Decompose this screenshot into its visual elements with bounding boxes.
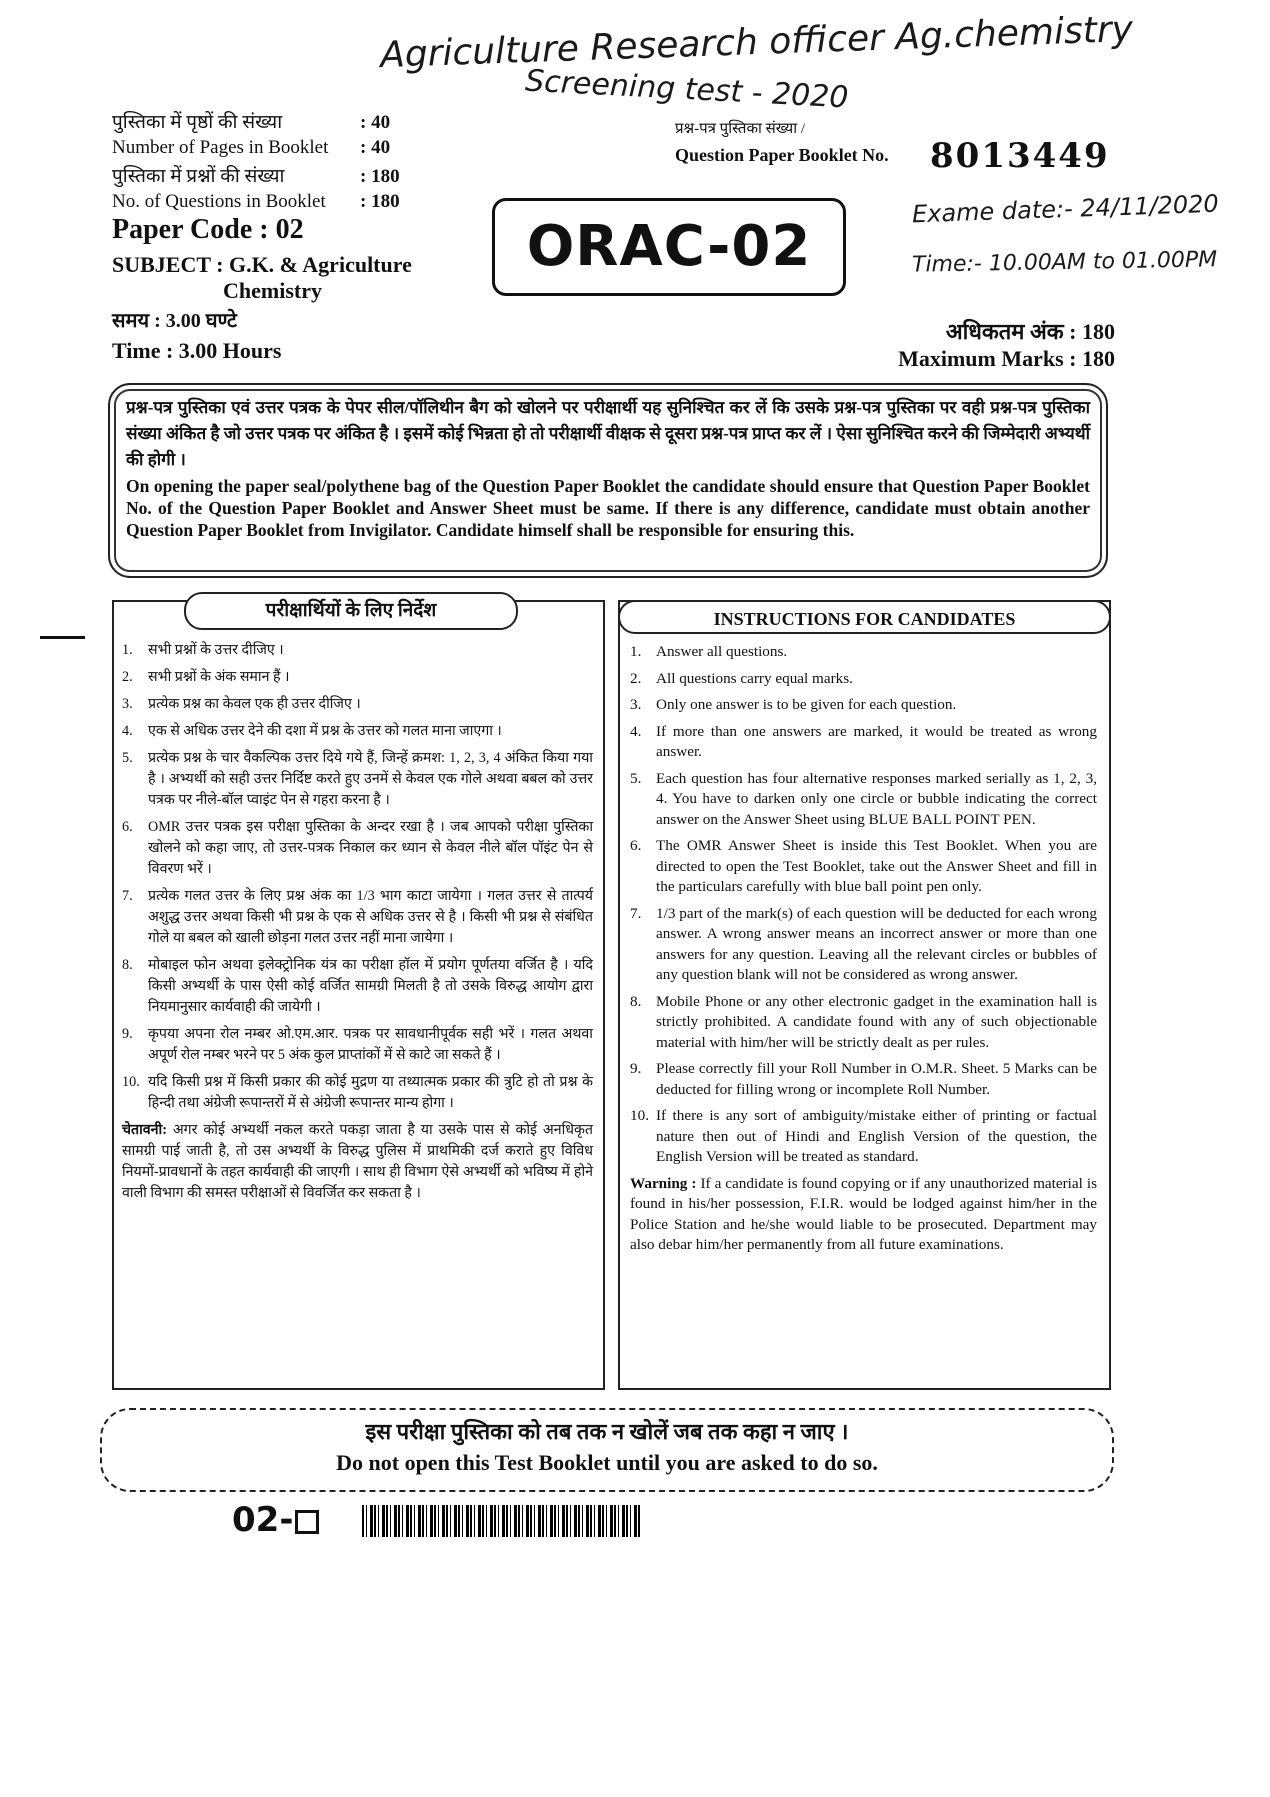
questions-en-value: : 180 (360, 191, 400, 212)
english-instruction-item-text: All questions carry equal marks. (656, 669, 853, 687)
series-code (232, 1500, 319, 1540)
hindi-instruction-item-text: सभी प्रश्नों के उत्तर दीजिए । (148, 642, 284, 658)
english-instruction-item (630, 695, 1097, 716)
notice-hindi: प्रश्न-पत्र पुस्तिका एवं उत्तर पत्रक के पेपर सील/पॉलिथीन बैग को खोलने पर परीक्षार्थी यह सुनिश्चित कर लें कि उसके प्रश्न-पत्र पुस्तिका पर वही प्रश्न-पत्र पुस्तिका संख्या अंकित है जो उत्तर पत्रक पर अंकित है । इसमें कोई भिन्नता हो तो परीक्षार्थी वीक्षक से दूसरा प्रश्न-पत्र प्राप्त कर लें । ऐसा सुनिश्चित करने की जिम्मेदारी अभ्यर्थी की होगी । (126, 398, 1090, 469)
pages-hi-value: : 40 (360, 112, 391, 133)
hindi-instruction-item-text: प्रत्येक प्रश्न का केवल एक ही उत्तर दीजिए । (148, 696, 361, 712)
english-instruction-item-number: 2. (630, 669, 642, 687)
handwritten-screening: Screening test - 2020 (524, 63, 850, 116)
hindi-instruction-item (122, 886, 593, 949)
hindi-instruction-item-number: 4. (122, 723, 133, 739)
hindi-instruction-item-number: 6. (122, 819, 133, 835)
margin-dash (40, 636, 85, 639)
pages-en-value: : 40 (360, 137, 391, 158)
english-instruction-item-text: 1/3 part of the mark(s) of each question will be deducted for each wrong answer. A wrong answer means an incorrect answer or more than one answers for any question. Leaving all the relevant circles or bubbles of any question blank will not be considered as wrong answer. (656, 904, 1097, 983)
hindi-instruction-list (122, 640, 593, 1114)
do-not-open-hindi: इस परीक्षा पुस्तिका को तब तक न खोलें जब तक कहा न जाए । (365, 1419, 849, 1444)
english-instruction-item (630, 1106, 1097, 1168)
english-instruction-item-number: 5. (630, 769, 642, 787)
english-instruction-item-number: 6. (630, 837, 642, 854)
hindi-instruction-item-number: 3. (122, 696, 133, 712)
series-box-icon (295, 1510, 319, 1534)
hindi-instruction-item-text: कृपया अपना रोल नम्बर ओ.एम.आर. पत्रक पर सावधानीपूर्वक सही भरें । गलत अथवा अपूर्ण रोल नम्बर भरने पर 5 अंक कुल प्राप्तांकों में से काटे जा सकते हैं । (148, 1026, 593, 1063)
english-instruction-item-number: 3. (630, 696, 642, 713)
subject-line1: SUBJECT : G.K. & Agriculture (112, 252, 412, 277)
hindi-instruction-item (122, 640, 593, 661)
english-instruction-item-text: If there is any sort of ambiguity/mistake either of printing or factual nature then out of Hindi and English Version of the question, the English Version will be treated as standard. (656, 1107, 1097, 1165)
english-instruction-item-number: 9. (630, 1060, 642, 1077)
do-not-open-english: Do not open this Test Booklet until you are asked to do so. (336, 1450, 878, 1475)
hindi-instruction-item (122, 1072, 593, 1114)
qpb-number: 8013449 (930, 136, 1110, 176)
english-warning-label: Warning : (630, 1174, 697, 1192)
hindi-instruction-item (122, 721, 593, 742)
hindi-instruction-item-text: प्रत्येक प्रश्न के चार वैकल्पिक उत्तर दिये गये हैं, जिन्हें क्रमश: 1, 2, 3, 4 अंकित किया गया है । अभ्यर्थी को सही उत्तर निर्दिष्ट करते हुए उनमें से केवल एक गोले अथवा बबल को उत्तर पत्रक पर नीले-बॉल प्वाइंट पेन से गहरा करना है । (148, 750, 593, 808)
english-instruction-item-number: 8. (630, 992, 642, 1010)
english-instruction-item-number: 1. (630, 643, 642, 660)
barcode (362, 1505, 642, 1537)
hindi-instruction-item-text: मोबाइल फोन अथवा इलेक्ट्रोनिक यंत्र का परीक्षा हॉल में प्रयोग पूर्णतया वर्जित है । यदि किसी अभ्यर्थी के पास ऐसी कोई वर्जित सामग्री मिलती है तो उसके विरुद्ध आयोग द्वारा नियमानुसार कार्यवाही की जायेगी । (148, 957, 593, 1015)
paper-code: Paper Code : 02 (112, 214, 304, 245)
handwritten-title: Agriculture Research officer Ag.chemistry (379, 8, 1134, 77)
english-instruction-item (630, 722, 1097, 763)
hindi-instruction-item (122, 694, 593, 715)
english-instruction-item-text: Answer all questions. (656, 643, 788, 660)
english-instruction-item-text: Only one answer is to be given for each question. (656, 696, 957, 713)
hindi-instruction-item (122, 817, 593, 880)
hindi-instructions (112, 600, 605, 1390)
handwritten-time: Time:- 10.00AM to 01.00PM (911, 247, 1218, 278)
english-instruction-item (630, 904, 1097, 986)
hindi-instruction-item (122, 955, 593, 1018)
notice-box (108, 383, 1108, 578)
handwritten-exam-date: Exame date:- 24/11/2020 (911, 189, 1220, 229)
hindi-instruction-item-text: यदि किसी प्रश्न में किसी प्रकार की कोई मुद्रण या तथ्यात्मक प्रकार की त्रुटि हो तो प्रश्न के हिन्दी तथा अंग्रेजी रूपान्तरों में से अंग्रेजी रूपान्तर मान्य होगा । (148, 1074, 593, 1111)
english-instructions-heading: INSTRUCTIONS FOR CANDIDATES (618, 600, 1111, 634)
english-instruction-item (630, 1059, 1097, 1100)
english-instruction-item-text: Please correctly fill your Roll Number in O.M.R. Sheet. 5 Marks can be deducted for filling wrong or incomplete Roll Number. (656, 1060, 1097, 1098)
english-instruction-item (630, 836, 1097, 898)
english-instructions (618, 600, 1111, 1390)
qpb-label-hi: प्रश्न-पत्र पुस्तिका संख्या / (675, 121, 806, 137)
hindi-instruction-item-text: OMR उत्तर पत्रक इस परीक्षा पुस्तिका के अन्दर रखा है । जब आपको परीक्षा पुस्तिका खोलने को कहा जाए, तो उत्तर-पत्रक निकाल कर ध्यान से केवल नीले बॉल पॉइंट पेन से विवरण भरें । (148, 819, 593, 877)
english-instruction-item-text: The OMR Answer Sheet is inside this Test Booklet. When you are directed to open the Test Booklet, take out the Answer Sheet and fill in the particulars carefully with blue ball point pen only. (656, 837, 1097, 895)
hindi-instruction-item-number: 9. (122, 1026, 133, 1042)
paper-code-box (492, 198, 846, 296)
hindi-instruction-item-number: 2. (122, 669, 133, 685)
english-instruction-item (630, 669, 1097, 690)
pages-hi-label: पुस्तिका में पृष्ठों की संख्या (112, 112, 283, 133)
hindi-instruction-item-number: 5. (122, 750, 133, 766)
questions-en-label: No. of Questions in Booklet (112, 191, 326, 212)
series-code-text: 02- (232, 1500, 294, 1540)
time-en: Time : 3.00 Hours (112, 338, 282, 363)
hindi-warning-label: चेतावनी: (122, 1122, 167, 1138)
english-instruction-item-text: Each question has four alternative responses marked serially as 1, 2, 3, 4. You have to darken only one circle or bubble indicating the correct answer on the Answer Sheet using BLUE BALL POINT PEN. (656, 769, 1097, 828)
paper-code-label: ORAC-02 (526, 214, 812, 279)
english-instruction-item-text: If more than one answers are marked, it would be treated as wrong answer. (656, 722, 1097, 760)
english-instruction-item-number: 10. (630, 1107, 649, 1124)
english-instruction-item (630, 769, 1097, 831)
hindi-instructions-heading: परीक्षार्थियों के लिए निर्देश (184, 592, 518, 630)
max-marks-hi: अधिकतम अंक : 180 (945, 319, 1115, 344)
english-warning (630, 1174, 1097, 1256)
hindi-instruction-item-number: 1. (122, 642, 133, 658)
do-not-open-box (100, 1408, 1114, 1492)
max-marks-en: Maximum Marks : 180 (898, 346, 1115, 371)
pages-en-label: Number of Pages in Booklet (112, 137, 329, 158)
booklet-meta (112, 110, 400, 214)
questions-hi-value: : 180 (360, 166, 400, 187)
hindi-instruction-item-number: 10. (122, 1074, 140, 1090)
hindi-instruction-item (122, 748, 593, 811)
english-instruction-item (630, 642, 1097, 663)
english-instruction-list (630, 642, 1097, 1168)
english-instruction-item-number: 4. (630, 722, 642, 740)
hindi-instruction-item-text: एक से अधिक उत्तर देने की दशा में प्रश्न के उत्तर को गलत माना जाएगा । (148, 723, 502, 739)
hindi-instruction-item (122, 667, 593, 688)
english-instruction-item (630, 992, 1097, 1054)
notice-english: On opening the paper seal/polythene bag of the Question Paper Booklet the candidate should ensure that Question Paper Booklet No. of the Question Paper Booklet and Answer Sheet must be same. If there is any difference, candidate must obtain another Question Paper Booklet from Invigilator. Candidate himself shall be responsible for ensuring this. (126, 476, 1090, 540)
hindi-instruction-item (122, 1024, 593, 1066)
subject-line2: Chemistry (223, 278, 322, 303)
hindi-instruction-item-number: 8. (122, 957, 133, 973)
english-instruction-item-number: 7. (630, 904, 642, 922)
hindi-instruction-item-number: 7. (122, 888, 133, 904)
english-instruction-item-text: Mobile Phone or any other electronic gadget in the examination hall is strictly prohibited. A candidate found with any of such objectionable material with him/her will be strictly dealt as per rules. (656, 992, 1097, 1051)
time-hi: समय : 3.00 घण्टे (112, 310, 237, 332)
hindi-warning-text: अगर कोई अभ्यर्थी नकल करते पकड़ा जाता है या उसके पास से कोई अनधिकृत सामग्री पाई जाती है, तो उस अभ्यर्थी के विरुद्ध पुलिस में प्राथमिकी दर्ज कराते हुए विविध नियमों-प्रावधानों के तहत कार्यवाही की जाएगी । साथ ही विभाग ऐसे अभ्यर्थी को भविष्य में होने वाली विभाग की समस्त परीक्षाओं से विवर्जित कर सकता है । (122, 1122, 594, 1201)
hindi-instruction-item-text: सभी प्रश्नों के अंक समान हैं । (148, 669, 290, 685)
qpb-label-en: Question Paper Booklet No. (675, 145, 889, 165)
hindi-warning (122, 1120, 593, 1204)
english-warning-text: If a candidate is found copying or if any unauthorized material is found in his/her possession, F.I.R. would be lodged against him/her in the Police Station and he/she would liable to be prosecuted. Department may also debar him/her permanently from all future examinations. (630, 1174, 1097, 1253)
hindi-instruction-item-text: प्रत्येक गलत उत्तर के लिए प्रश्न अंक का 1/3 भाग काटा जायेगा । गलत उत्तर से तात्पर्य अशुद्ध उत्तर अथवा किसी भी प्रश्न के एक से अधिक उत्तर से है । किसी भी प्रश्न से संबंधित गोले या बबल को खाली छोड़ना गलत उत्तर नहीं माना जायेगा । (148, 888, 593, 946)
questions-hi-label: पुस्तिका में प्रश्नों की संख्या (112, 166, 285, 187)
